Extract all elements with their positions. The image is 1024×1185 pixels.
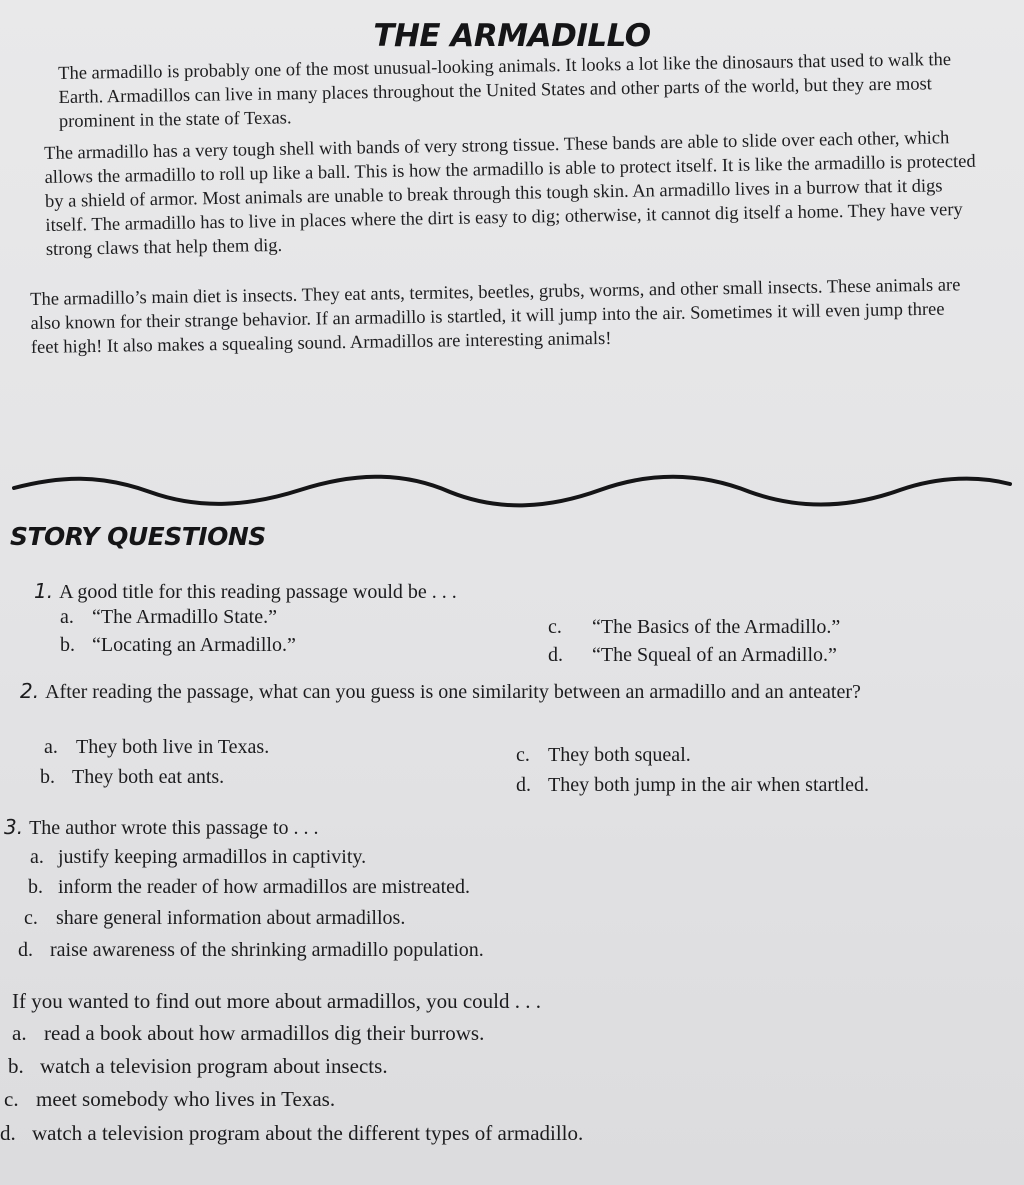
option-1b[interactable] xyxy=(60,632,296,658)
option-letter: b. xyxy=(28,876,43,898)
option-letter: d. xyxy=(516,774,531,796)
option-text: inform the reader of how armadillos are mistreated. xyxy=(58,876,471,898)
question-3 xyxy=(4,814,318,841)
option-3a[interactable] xyxy=(30,844,366,870)
option-text: “The Armadillo State.” xyxy=(92,606,277,628)
question-2 xyxy=(20,678,960,705)
option-letter: a. xyxy=(60,606,74,628)
option-3b[interactable] xyxy=(28,874,470,900)
option-4c[interactable] xyxy=(4,1086,335,1112)
option-1c[interactable] xyxy=(548,614,840,640)
passage-paragraph-2: The armadillo has a very tough shell with bands of very strong tissue. These bands are able to slide over each other, which allows the armadillo to roll up like a ball. This is how the armadillo is able to protect itself. It is like the armadillo is protected by a shield of armor. Most animals are unable to break through this tough skin. An armadillo lives in a burrow that it digs itself. The armadillo has to live in places where the dirt is easy to dig; otherwise, it cannot dig itself a home. They have very strong claws that help them dig. xyxy=(44,128,976,260)
option-letter: d. xyxy=(18,939,33,961)
question-text: If you wanted to find out more about armadillos, you could . . . xyxy=(12,989,541,1013)
option-text: raise awareness of the shrinking armadillo population. xyxy=(50,939,484,961)
passage-paragraph-3: The armadillo’s main diet is insects. They eat ants, termites, beetles, grubs, worms, and other small insects. These animals are also known for their strange behavior. If an armadillo is startled, it will jump into the air. Sometimes it will even jump three feet high! It also makes a squealing sound. Armadillos are interesting animals! xyxy=(30,275,961,358)
option-letter: b. xyxy=(40,766,55,788)
option-text: read a book about how armadillos dig their burrows. xyxy=(44,1021,485,1045)
passage-paragraph-1: The armadillo is probably one of the most unusual-looking animals. It looks a lot like the dinosaurs that used to walk the Earth. Armadillos can live in many places throughout the United States and other parts of the world, but they are most prominent in the state of Texas. xyxy=(58,49,952,132)
option-text: watch a television program about the different types of armadillo. xyxy=(32,1121,584,1145)
option-1a[interactable] xyxy=(60,604,277,630)
option-letter: a. xyxy=(12,1021,27,1045)
option-letter: b. xyxy=(8,1054,24,1078)
option-text: They both jump in the air when startled. xyxy=(548,774,870,796)
question-text: After reading the passage, what can you guess is one similarity between an armadillo and an anteater? xyxy=(45,681,861,703)
question-number: 1. xyxy=(34,579,54,603)
page-title: THE ARMADILLO xyxy=(373,18,651,54)
question-number: 2. xyxy=(20,679,40,703)
option-2d[interactable] xyxy=(516,772,869,798)
option-letter: d. xyxy=(548,644,563,666)
option-letter: d. xyxy=(0,1121,16,1145)
question-text: The author wrote this passage to . . . xyxy=(29,817,319,839)
option-4a[interactable] xyxy=(12,1020,484,1046)
option-text: They both squeal. xyxy=(548,744,691,766)
option-3d[interactable] xyxy=(18,937,484,963)
option-letter: c. xyxy=(548,616,562,638)
option-2b[interactable] xyxy=(40,764,224,790)
wave-line xyxy=(14,477,1010,506)
option-letter: a. xyxy=(44,736,58,758)
wavy-divider xyxy=(0,462,1024,522)
option-text: justify keeping armadillos in captivity. xyxy=(58,846,367,868)
option-2c[interactable] xyxy=(516,742,691,768)
option-3c[interactable] xyxy=(24,905,405,931)
section-title: STORY QUESTIONS xyxy=(10,522,266,551)
option-letter: c. xyxy=(516,744,530,766)
question-4 xyxy=(12,988,541,1014)
option-text: share general information about armadillos. xyxy=(56,907,406,929)
question-text: A good title for this reading passage would be . . . xyxy=(59,581,457,603)
option-text: They both eat ants. xyxy=(72,766,225,788)
option-text: meet somebody who lives in Texas. xyxy=(36,1087,336,1111)
option-letter: c. xyxy=(4,1087,19,1111)
option-text: They both live in Texas. xyxy=(76,736,270,758)
option-text: watch a television program about insects. xyxy=(40,1054,388,1078)
option-4b[interactable] xyxy=(8,1053,388,1079)
option-text: “The Squeal of an Armadillo.” xyxy=(592,644,837,666)
question-1 xyxy=(34,578,457,605)
option-letter: c. xyxy=(24,907,38,929)
option-1d[interactable] xyxy=(548,642,837,668)
question-number: 3. xyxy=(4,815,24,839)
option-text: “The Basics of the Armadillo.” xyxy=(592,616,841,638)
option-text: “Locating an Armadillo.” xyxy=(92,634,296,656)
option-letter: b. xyxy=(60,634,75,656)
option-2a[interactable] xyxy=(44,734,269,760)
option-letter: a. xyxy=(30,846,44,868)
option-4d[interactable] xyxy=(0,1120,583,1146)
